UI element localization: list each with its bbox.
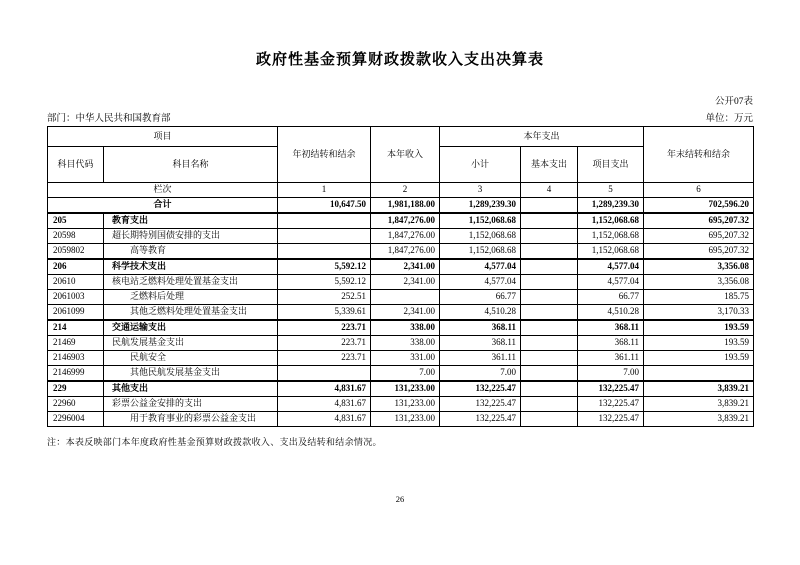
- amount-cell: 193.59: [644, 351, 754, 366]
- amount-cell: 3,839.21: [644, 412, 754, 427]
- amount-cell: [521, 213, 578, 229]
- amount-cell: 131,233.00: [371, 397, 440, 412]
- amount-cell: 1,152,068.68: [440, 229, 521, 244]
- table-row: [48, 366, 754, 382]
- amount-cell: 368.11: [440, 336, 521, 351]
- subject-code-cell: 214: [48, 320, 104, 336]
- header-closing-balance: 年末结转和结余: [644, 127, 754, 183]
- amount-cell: [278, 244, 371, 260]
- amount-cell: 252.51: [278, 290, 371, 305]
- subject-code-cell: 2061003: [48, 290, 104, 305]
- amount-cell: 193.59: [644, 320, 754, 336]
- header-column-index: 6: [644, 183, 754, 198]
- subject-code-cell: 21469: [48, 336, 104, 351]
- amount-cell: 7.00: [371, 366, 440, 382]
- unit-label: 单位：万元: [705, 114, 753, 124]
- amount-cell: 368.11: [578, 320, 644, 336]
- amount-cell: 338.00: [371, 336, 440, 351]
- amount-cell: 4,510.28: [440, 305, 521, 321]
- header-column-index: 3: [440, 183, 521, 198]
- amount-cell: 4,577.04: [578, 275, 644, 290]
- table-row: [48, 320, 754, 336]
- table-row: [48, 305, 754, 321]
- amount-cell: 4,577.04: [578, 259, 644, 275]
- amount-cell: 185.75: [644, 290, 754, 305]
- amount-cell: 4,510.28: [578, 305, 644, 321]
- header-subtotal: 小计: [440, 147, 521, 183]
- subject-name-cell: 超长期特别国债安排的支出: [104, 229, 278, 244]
- table-row: [48, 213, 754, 229]
- subject-name-cell: 高等教育: [104, 244, 278, 260]
- table-row: [48, 351, 754, 366]
- amount-cell: 66.77: [440, 290, 521, 305]
- header-basic-expenditure: 基本支出: [521, 147, 578, 183]
- amount-cell: 4,577.04: [440, 259, 521, 275]
- subject-name-cell: 乏燃料后处理: [104, 290, 278, 305]
- header-current-expenditure-group: 本年支出: [440, 127, 644, 147]
- amount-cell: [371, 290, 440, 305]
- subject-code-cell: 2059802: [48, 244, 104, 260]
- amount-cell: 223.71: [278, 351, 371, 366]
- amount-cell: 1,289,239.30: [578, 198, 644, 214]
- amount-cell: [644, 366, 754, 382]
- amount-cell: 1,847,276.00: [371, 244, 440, 260]
- amount-cell: 132,225.47: [440, 397, 521, 412]
- amount-cell: 4,577.04: [440, 275, 521, 290]
- subject-code-cell: 20610: [48, 275, 104, 290]
- amount-cell: [521, 229, 578, 244]
- header-column-index-label: 栏次: [48, 183, 278, 198]
- amount-cell: 10,647.50: [278, 198, 371, 214]
- amount-cell: 3,839.21: [644, 397, 754, 412]
- subject-name-cell: 彩票公益金安排的支出: [104, 397, 278, 412]
- header-column-index: 5: [578, 183, 644, 198]
- amount-cell: 4,831.67: [278, 381, 371, 397]
- subject-code-cell: 22960: [48, 397, 104, 412]
- amount-cell: [278, 229, 371, 244]
- amount-cell: 223.71: [278, 320, 371, 336]
- subject-name-cell: 教育支出: [104, 213, 278, 229]
- amount-cell: 695,207.32: [644, 229, 754, 244]
- subject-name-cell: 其他民航发展基金支出: [104, 366, 278, 382]
- header-project-expenditure: 项目支出: [578, 147, 644, 183]
- amount-cell: 1,152,068.68: [578, 213, 644, 229]
- subject-name-cell: 核电站乏燃料处理处置基金支出: [104, 275, 278, 290]
- amount-cell: 1,847,276.00: [371, 229, 440, 244]
- header-column-index: 1: [278, 183, 371, 198]
- subject-code-cell: 205: [48, 213, 104, 229]
- amount-cell: [521, 351, 578, 366]
- amount-cell: 1,289,239.30: [440, 198, 521, 214]
- table-body: [48, 198, 754, 427]
- amount-cell: 7.00: [440, 366, 521, 382]
- table-row: [48, 275, 754, 290]
- subject-name-cell: 其他乏燃料处理处置基金支出: [104, 305, 278, 321]
- amount-cell: 3,356.08: [644, 275, 754, 290]
- page-title: 政府性基金预算财政拨款收入支出决算表: [255, 52, 544, 68]
- amount-cell: 131,233.00: [371, 412, 440, 427]
- header-item-group: 项目: [48, 127, 278, 147]
- subject-name-cell: 用于教育事业的彩票公益金支出: [104, 412, 278, 427]
- amount-cell: [521, 198, 578, 214]
- header-column-index: 2: [371, 183, 440, 198]
- subject-code-cell: 2296004: [48, 412, 104, 427]
- amount-cell: 695,207.32: [644, 213, 754, 229]
- header-opening-balance: 年初结转和结余: [278, 127, 371, 183]
- amount-cell: 3,170.33: [644, 305, 754, 321]
- department-label: 部门：中华人民共和国教育部: [47, 114, 171, 124]
- amount-cell: 1,152,068.68: [440, 213, 521, 229]
- amount-cell: 1,847,276.00: [371, 213, 440, 229]
- amount-cell: 331.00: [371, 351, 440, 366]
- amount-cell: 131,233.00: [371, 381, 440, 397]
- subject-name-cell: 民航安全: [104, 351, 278, 366]
- amount-cell: 132,225.47: [440, 381, 521, 397]
- subject-code-cell: 206: [48, 259, 104, 275]
- table-row: [48, 244, 754, 260]
- subject-code-cell: 229: [48, 381, 104, 397]
- amount-cell: [521, 397, 578, 412]
- amount-cell: [521, 366, 578, 382]
- amount-cell: 223.71: [278, 336, 371, 351]
- amount-cell: [521, 336, 578, 351]
- table-row: [48, 397, 754, 412]
- amount-cell: 66.77: [578, 290, 644, 305]
- subject-name-cell: 科学技术支出: [104, 259, 278, 275]
- meta-row: [47, 110, 753, 124]
- header-column-index: 4: [521, 183, 578, 198]
- amount-cell: [521, 305, 578, 321]
- table-row: [48, 198, 754, 214]
- subject-code-cell: 2146999: [48, 366, 104, 382]
- amount-cell: 132,225.47: [578, 412, 644, 427]
- table-row: [48, 290, 754, 305]
- fund-budget-table: [47, 126, 754, 427]
- row-title-cell: 合计: [48, 198, 278, 214]
- amount-cell: 1,152,068.68: [578, 229, 644, 244]
- table-row: [48, 259, 754, 275]
- amount-cell: 132,225.47: [578, 381, 644, 397]
- header-name: 科目名称: [104, 147, 278, 183]
- amount-cell: [521, 320, 578, 336]
- table-code-label: 公开07表: [714, 97, 753, 107]
- amount-cell: [521, 259, 578, 275]
- amount-cell: [521, 244, 578, 260]
- amount-cell: 1,981,188.00: [371, 198, 440, 214]
- table-row: [48, 229, 754, 244]
- amount-cell: 368.11: [578, 336, 644, 351]
- amount-cell: 702,596.20: [644, 198, 754, 214]
- amount-cell: 4,831.67: [278, 397, 371, 412]
- table-row: [48, 381, 754, 397]
- subject-name-cell: 民航发展基金支出: [104, 336, 278, 351]
- amount-cell: 361.11: [578, 351, 644, 366]
- subject-name-cell: 其他支出: [104, 381, 278, 397]
- amount-cell: 5,592.12: [278, 275, 371, 290]
- amount-cell: 2,341.00: [371, 259, 440, 275]
- amount-cell: 3,356.08: [644, 259, 754, 275]
- amount-cell: [521, 381, 578, 397]
- amount-cell: 3,839.21: [644, 381, 754, 397]
- amount-cell: 1,152,068.68: [578, 244, 644, 260]
- amount-cell: 5,339.61: [278, 305, 371, 321]
- amount-cell: 132,225.47: [440, 412, 521, 427]
- amount-cell: 695,207.32: [644, 244, 754, 260]
- table-row: [48, 412, 754, 427]
- amount-cell: [278, 366, 371, 382]
- header-current-income: 本年收入: [371, 127, 440, 183]
- amount-cell: [521, 275, 578, 290]
- amount-cell: 193.59: [644, 336, 754, 351]
- subject-name-cell: 交通运输支出: [104, 320, 278, 336]
- amount-cell: 5,592.12: [278, 259, 371, 275]
- amount-cell: [521, 290, 578, 305]
- amount-cell: [521, 412, 578, 427]
- subject-code-cell: 20598: [48, 229, 104, 244]
- amount-cell: 7.00: [578, 366, 644, 382]
- subject-code-cell: 2146903: [48, 351, 104, 366]
- amount-cell: 368.11: [440, 320, 521, 336]
- page-number: 26: [395, 494, 405, 504]
- table-note: 注：本表反映部门本年度政府性基金预算财政拨款收入、支出及结转和结余情况。: [47, 437, 382, 447]
- table-row: [48, 336, 754, 351]
- amount-cell: 4,831.67: [278, 412, 371, 427]
- amount-cell: 2,341.00: [371, 275, 440, 290]
- amount-cell: 338.00: [371, 320, 440, 336]
- header-code: 科目代码: [48, 147, 104, 183]
- amount-cell: 2,341.00: [371, 305, 440, 321]
- subject-code-cell: 2061099: [48, 305, 104, 321]
- amount-cell: [278, 213, 371, 229]
- amount-cell: 361.11: [440, 351, 521, 366]
- amount-cell: 132,225.47: [578, 397, 644, 412]
- amount-cell: 1,152,068.68: [440, 244, 521, 260]
